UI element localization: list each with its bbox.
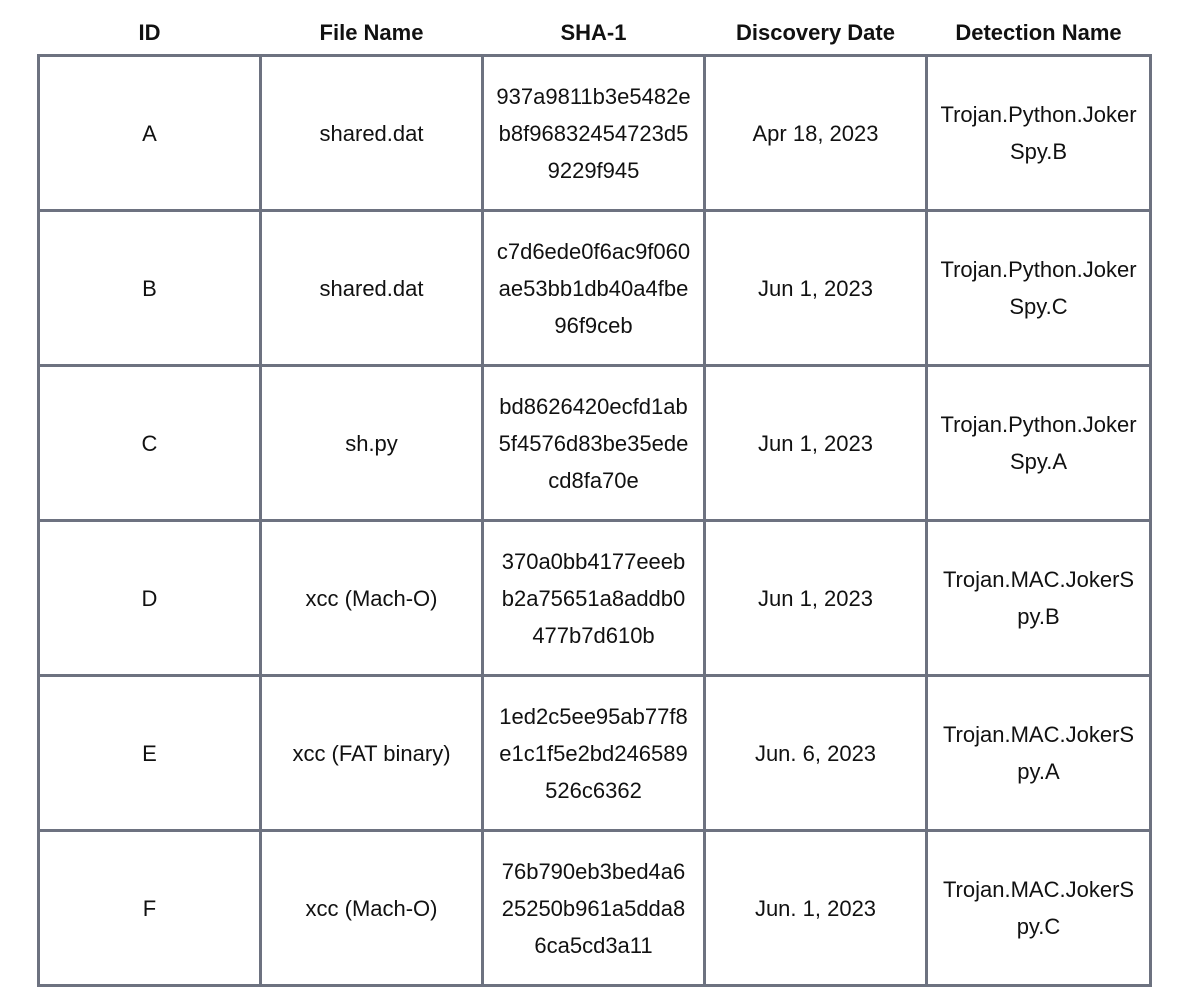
header-sha1: SHA-1: [483, 12, 705, 56]
cell-id: B: [39, 211, 261, 366]
cell-detection-name: Trojan.Python.JokerSpy.C: [927, 211, 1151, 366]
malware-table: [37, 12, 1152, 987]
table-row: [39, 56, 1151, 211]
cell-sha1: 370a0bb4177eeebb2a75651a8addb0477b7d610b: [483, 521, 705, 676]
header-discovery-date: Discovery Date: [705, 12, 927, 56]
cell-discovery-date: Jun 1, 2023: [705, 521, 927, 676]
cell-discovery-date: Jun 1, 2023: [705, 211, 927, 366]
cell-detection-name: Trojan.MAC.JokerSpy.A: [927, 676, 1151, 831]
cell-discovery-date: Jun. 6, 2023: [705, 676, 927, 831]
cell-id: F: [39, 831, 261, 986]
cell-discovery-date: Apr 18, 2023: [705, 56, 927, 211]
table-row: [39, 521, 1151, 676]
cell-file-name: shared.dat: [261, 211, 483, 366]
table-body: [39, 56, 1151, 986]
header-row: [39, 12, 1151, 56]
cell-id: E: [39, 676, 261, 831]
table-header: [39, 12, 1151, 56]
cell-detection-name: Trojan.Python.JokerSpy.B: [927, 56, 1151, 211]
cell-sha1: bd8626420ecfd1ab5f4576d83be35edecd8fa70e: [483, 366, 705, 521]
table-row: [39, 831, 1151, 986]
cell-file-name: xcc (Mach-O): [261, 831, 483, 986]
header-file-name: File Name: [261, 12, 483, 56]
header-detection-name: Detection Name: [927, 12, 1151, 56]
cell-id: D: [39, 521, 261, 676]
cell-sha1: 76b790eb3bed4a625250b961a5dda86ca5cd3a11: [483, 831, 705, 986]
cell-discovery-date: Jun 1, 2023: [705, 366, 927, 521]
cell-sha1: 937a9811b3e5482eb8f96832454723d59229f945: [483, 56, 705, 211]
cell-sha1: c7d6ede0f6ac9f060ae53bb1db40a4fbe96f9ceb: [483, 211, 705, 366]
cell-sha1: 1ed2c5ee95ab77f8e1c1f5e2bd246589526c6362: [483, 676, 705, 831]
cell-id: A: [39, 56, 261, 211]
cell-file-name: xcc (Mach-O): [261, 521, 483, 676]
cell-id: C: [39, 366, 261, 521]
table-row: [39, 366, 1151, 521]
cell-file-name: xcc (FAT binary): [261, 676, 483, 831]
cell-file-name: shared.dat: [261, 56, 483, 211]
header-id: ID: [39, 12, 261, 56]
table-row: [39, 211, 1151, 366]
table-row: [39, 676, 1151, 831]
cell-discovery-date: Jun. 1, 2023: [705, 831, 927, 986]
cell-detection-name: Trojan.MAC.JokerSpy.B: [927, 521, 1151, 676]
cell-file-name: sh.py: [261, 366, 483, 521]
cell-detection-name: Trojan.MAC.JokerSpy.C: [927, 831, 1151, 986]
cell-detection-name: Trojan.Python.JokerSpy.A: [927, 366, 1151, 521]
